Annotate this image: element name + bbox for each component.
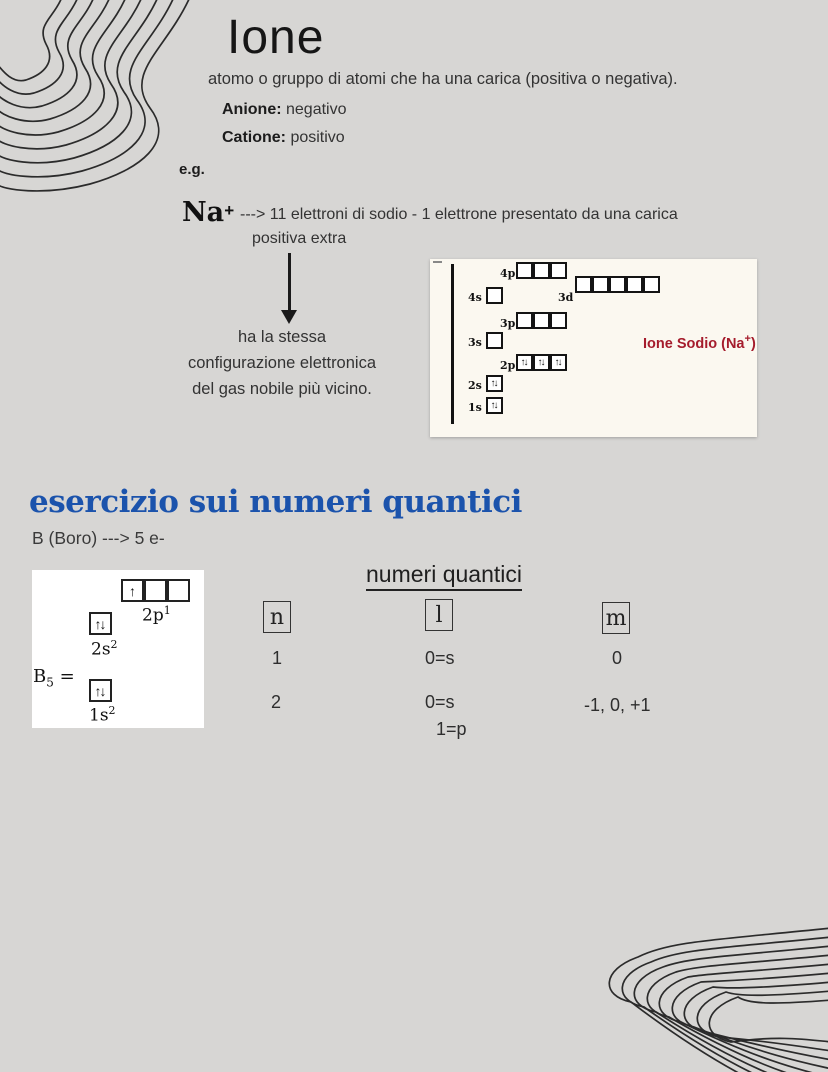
orbital-boxes-4p xyxy=(516,262,567,279)
orbital-box-paired: ↑↓ xyxy=(486,375,503,392)
orbital-box xyxy=(486,287,503,304)
crop-mark xyxy=(433,261,442,263)
orbital-box-paired: ↑↓ xyxy=(516,354,533,371)
boron-element-symbol xyxy=(33,666,75,690)
orbital-box-paired: ↑↓ xyxy=(533,354,550,371)
noble-gas-note-line3: del gas nobile più vicino. xyxy=(192,380,372,398)
orbital-label-2p: 2p xyxy=(500,359,516,372)
orbital-box xyxy=(533,312,550,329)
down-arrow-icon xyxy=(288,253,291,311)
orbital-box xyxy=(643,276,660,293)
orbital-box xyxy=(550,312,567,329)
na-symbol xyxy=(182,197,234,228)
orbital-box xyxy=(575,276,592,293)
orbital-box xyxy=(167,579,190,602)
label-text: 2s xyxy=(91,639,111,660)
orbital-label-2s: 2s xyxy=(468,379,482,392)
equals-sign: = xyxy=(59,666,75,687)
orbital-box xyxy=(592,276,609,293)
orbital-box xyxy=(144,579,167,602)
diagram-caption xyxy=(643,333,756,352)
orbital-boxes-2p xyxy=(121,579,190,602)
table-cell-l2b: 1=p xyxy=(436,719,467,739)
noble-gas-note-line1: ha la stessa xyxy=(237,328,327,346)
wavy-lines-icon xyxy=(0,0,205,195)
table-cell-l2a: 0=s xyxy=(425,692,455,712)
boron-orbital-diagram xyxy=(32,570,204,728)
orbital-box xyxy=(533,262,550,279)
ion-definition: atomo o gruppo di atomi che ha una carica (positiva o negativa). xyxy=(208,70,678,88)
element-sub: 5 xyxy=(46,675,54,690)
orbital-label-4s: 4s xyxy=(468,291,482,304)
column-header-m: m xyxy=(602,602,630,634)
orbital-boxes-2p xyxy=(516,354,567,371)
anion-label: Anione: xyxy=(222,101,282,118)
page-title: Ione xyxy=(227,11,325,64)
orbital-label-3p: 3p xyxy=(500,317,516,330)
table-cell-l1: 0=s xyxy=(425,648,455,668)
orbital-boxes-2s xyxy=(89,612,112,635)
label-text: 1s xyxy=(89,705,109,726)
boron-line: B (Boro) ---> 5 e- xyxy=(32,528,165,548)
orbital-boxes-2s xyxy=(486,375,503,392)
label-text: 2p xyxy=(142,605,164,626)
orbital-box-paired: ↑↓ xyxy=(550,354,567,371)
orbital-box xyxy=(486,332,503,349)
orbital-box-paired: ↑↓ xyxy=(89,612,112,635)
orbital-boxes-3p xyxy=(516,312,567,329)
orbital-box xyxy=(516,312,533,329)
wavy-lines-icon xyxy=(580,900,828,1072)
cation-label: Catione: xyxy=(222,129,286,146)
orbital-box-single: ↑ xyxy=(121,579,144,602)
caption-close: ) xyxy=(750,335,756,352)
element-text: B xyxy=(33,666,47,687)
orbital-boxes-1s xyxy=(486,397,503,414)
orbital-label-2s2 xyxy=(91,638,118,660)
na-charge: + xyxy=(224,201,235,220)
noble-gas-note xyxy=(168,324,396,402)
label-sup: 1 xyxy=(163,604,171,617)
label-sup: 2 xyxy=(108,704,116,717)
orbital-boxes-1s xyxy=(89,679,112,702)
table-cell-m1: 0 xyxy=(612,648,623,668)
eg-label: e.g. xyxy=(179,161,205,178)
table-title: numeri quantici xyxy=(366,561,522,591)
orbital-box-paired: ↑↓ xyxy=(89,679,112,702)
orbital-label-1s2 xyxy=(89,704,116,726)
noble-gas-note-line2: configurazione elettronica xyxy=(187,354,377,372)
orbital-label-3d: 3d xyxy=(558,291,574,304)
orbital-boxes-3s xyxy=(486,332,503,349)
orbital-box xyxy=(626,276,643,293)
orbital-boxes-3d xyxy=(575,276,660,293)
orbital-box xyxy=(516,262,533,279)
orbital-label-2p1 xyxy=(142,604,171,626)
table-cell-m2: -1, 0, +1 xyxy=(584,695,651,715)
caption-text: Ione Sodio (Na xyxy=(643,335,745,352)
table-cell-n1: 1 xyxy=(272,648,283,668)
table-cell-n2: 2 xyxy=(271,692,282,712)
label-sup: 2 xyxy=(110,638,118,651)
anion-line xyxy=(222,101,347,119)
column-header-n: n xyxy=(263,601,291,633)
na-note-line2: positiva extra xyxy=(252,230,347,247)
cation-value: positivo xyxy=(290,129,345,146)
cation-line xyxy=(222,129,345,147)
column-header-l: l xyxy=(425,599,453,631)
orbital-label-3s: 3s xyxy=(468,336,482,349)
na-element: Na xyxy=(182,197,225,228)
energy-axis xyxy=(451,264,454,424)
orbital-box-paired: ↑↓ xyxy=(486,397,503,414)
orbital-boxes-4s xyxy=(486,287,503,304)
orbital-box xyxy=(609,276,626,293)
orbital-box xyxy=(550,262,567,279)
orbital-label-4p: 4p xyxy=(500,267,516,280)
section-heading: esercizio sui numeri quantici xyxy=(29,484,522,520)
caption-sup: + xyxy=(744,333,751,345)
down-arrow-head-icon xyxy=(281,310,297,324)
sodium-orbital-diagram xyxy=(430,259,757,437)
na-note-line1: ---> 11 elettroni di sodio - 1 elettrone presentato da una carica xyxy=(240,206,678,223)
orbital-label-1s: 1s xyxy=(468,401,482,414)
anion-value: negativo xyxy=(286,101,347,118)
